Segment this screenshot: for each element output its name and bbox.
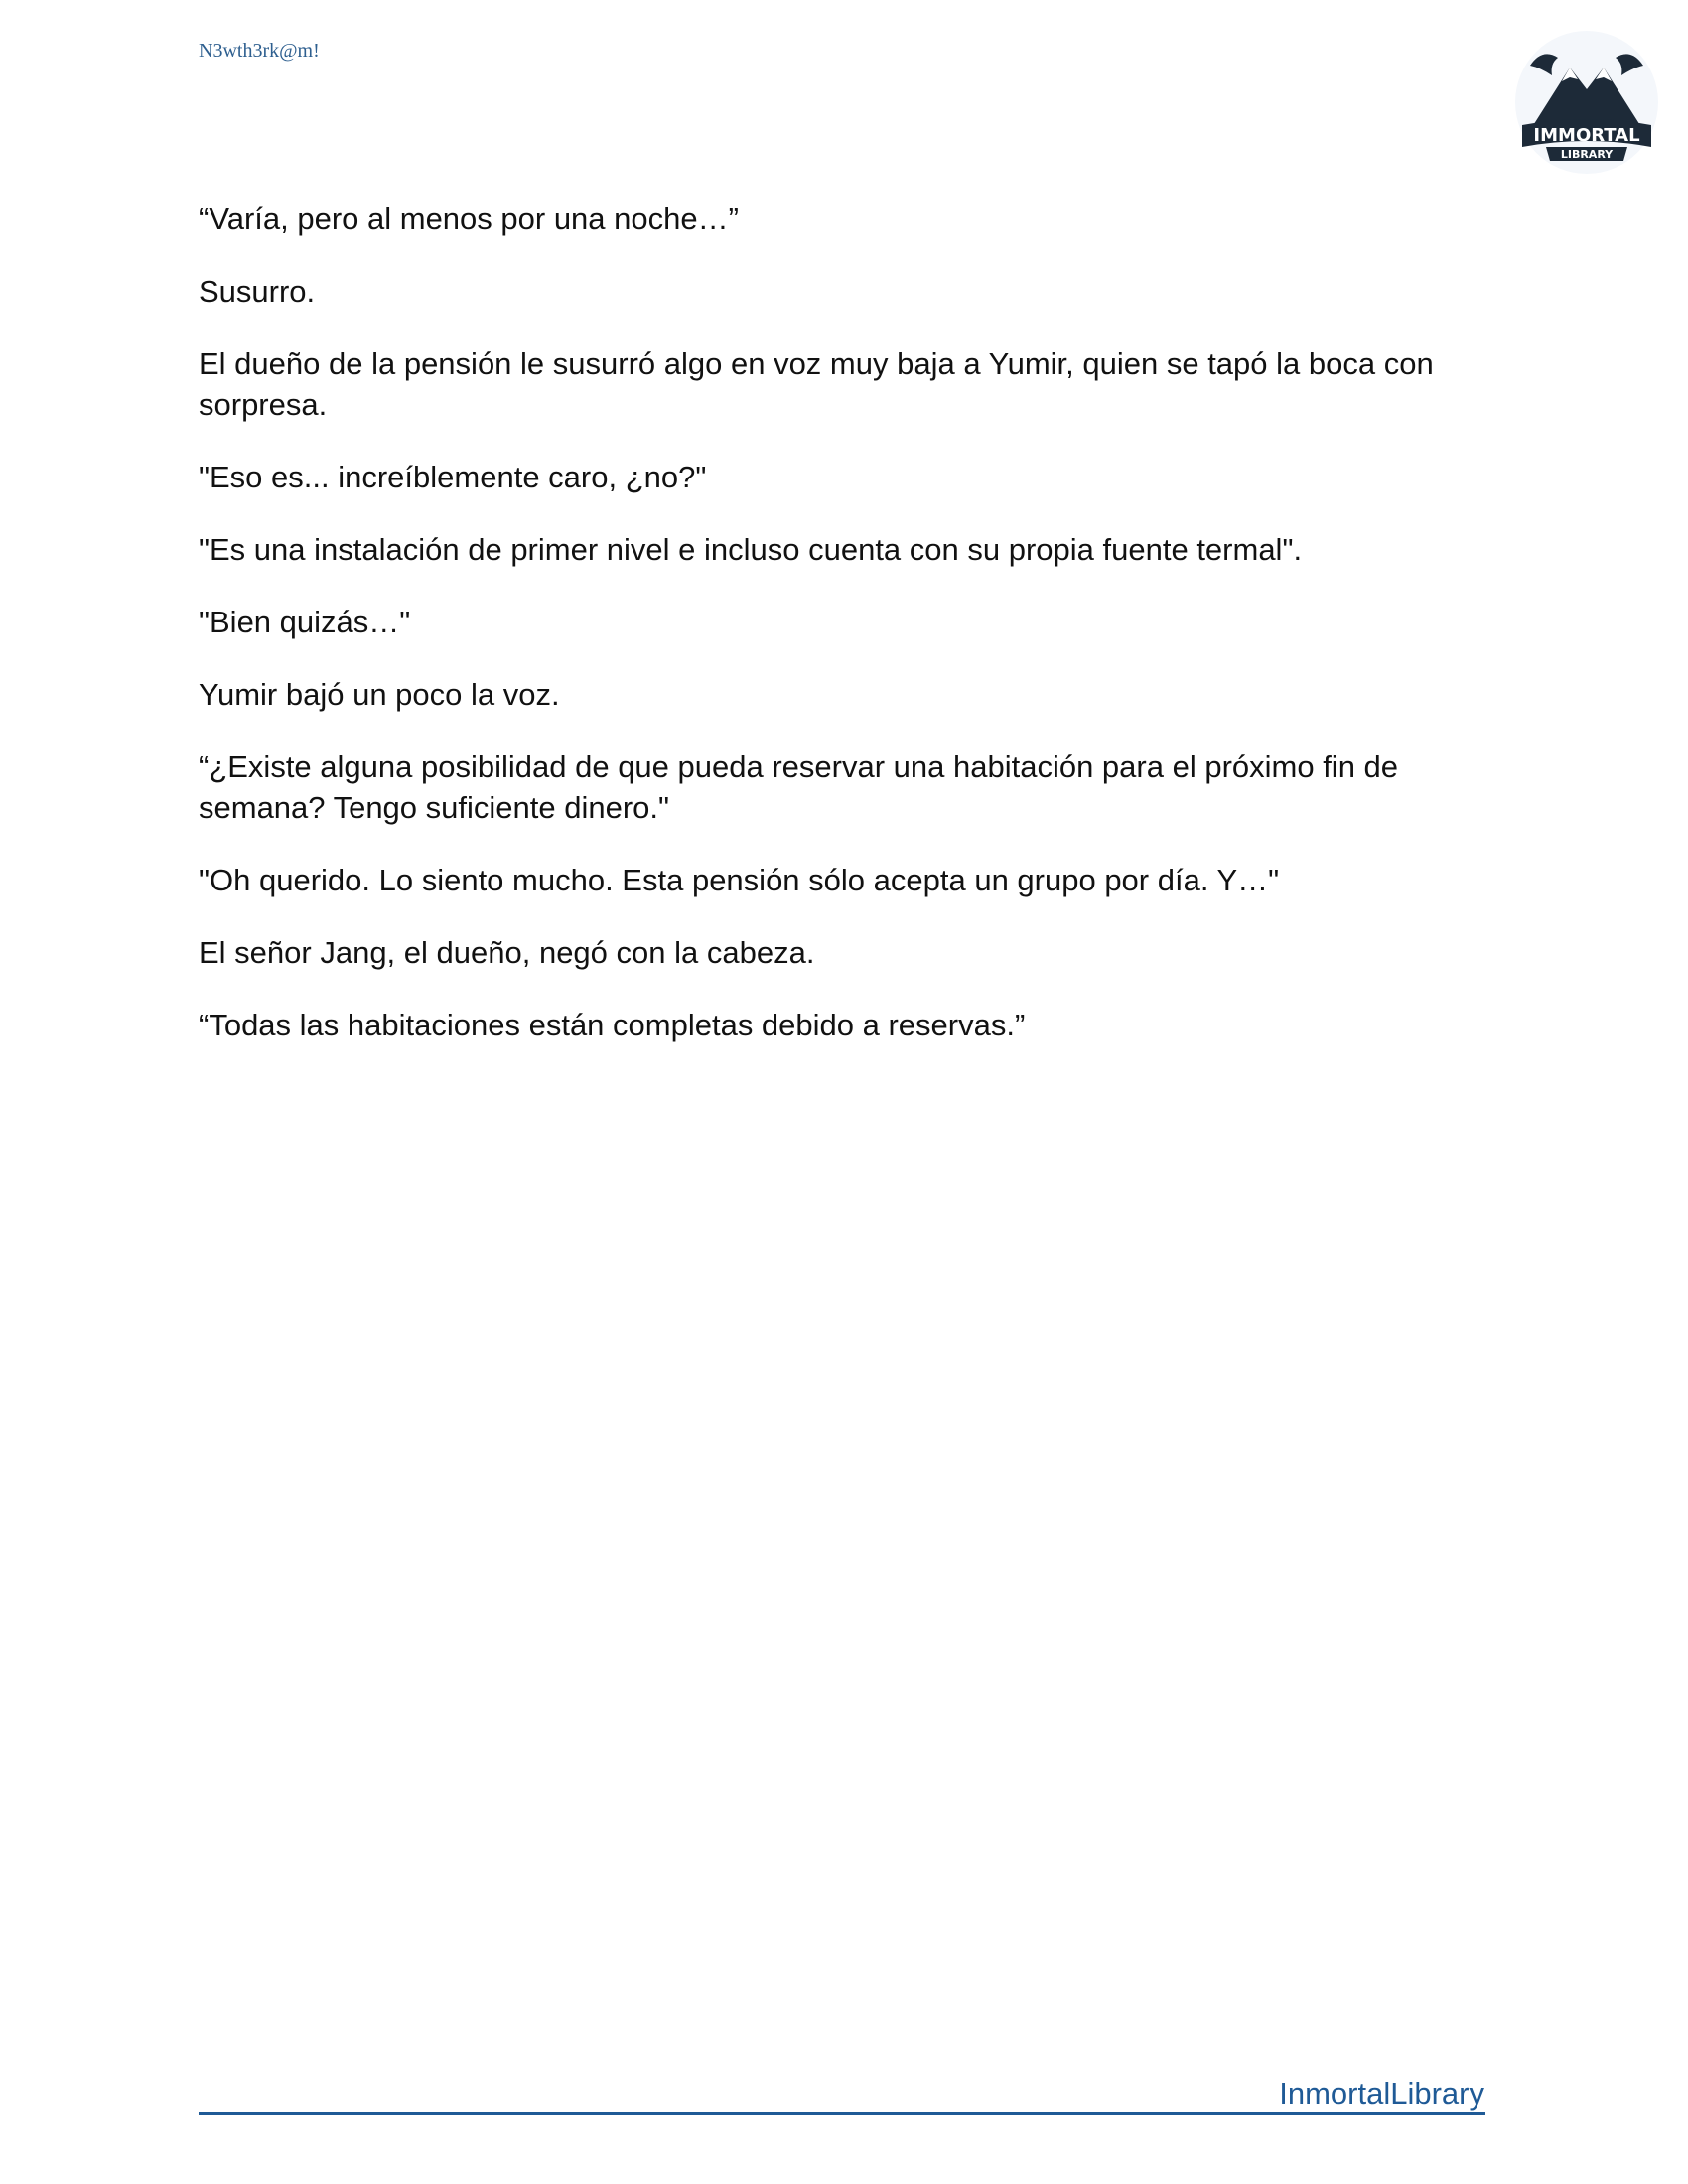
paragraph: "Oh querido. Lo siento mucho. Esta pensión sólo acepta un grupo por día. Y…": [199, 863, 1280, 897]
logo-line2: LIBRARY: [1560, 148, 1614, 161]
paragraph: El señor Jang, el dueño, negó con la cabeza.: [199, 935, 815, 970]
paragraph: "Eso es... increíblemente caro, ¿no?": [199, 460, 707, 494]
paragraph: “Varía, pero al menos por una noche…”: [199, 202, 739, 236]
logo-line1: IMMORTAL: [1533, 125, 1640, 146]
paragraph: Susurro.: [199, 274, 316, 309]
footer-link[interactable]: InmortalLibrary: [1279, 2076, 1484, 2111]
paragraph: “Todas las habitaciones están completas debido a reservas.”: [199, 1008, 1026, 1042]
footer-divider: [199, 2112, 1485, 2115]
paragraph: "Bien quizás…": [199, 605, 411, 639]
paragraph: "Es una instalación de primer nivel e incluso cuenta con su propia fuente termal".: [199, 532, 1303, 567]
document-body: [199, 199, 1489, 1077]
paragraph: Yumir bajó un poco la voz.: [199, 677, 560, 712]
paragraph: El dueño de la pensión le susurró algo en voz muy baja a Yumir, quien se tapó la boca con sorpresa.: [199, 346, 1434, 422]
header-watermark-text: N3wth3rk@m!: [199, 40, 320, 62]
immortal-library-logo-icon: [1512, 28, 1661, 177]
paragraph: “¿Existe alguna posibilidad de que pueda reservar una habitación para el próximo fin de semana? Tengo suficiente dinero.": [199, 750, 1399, 825]
